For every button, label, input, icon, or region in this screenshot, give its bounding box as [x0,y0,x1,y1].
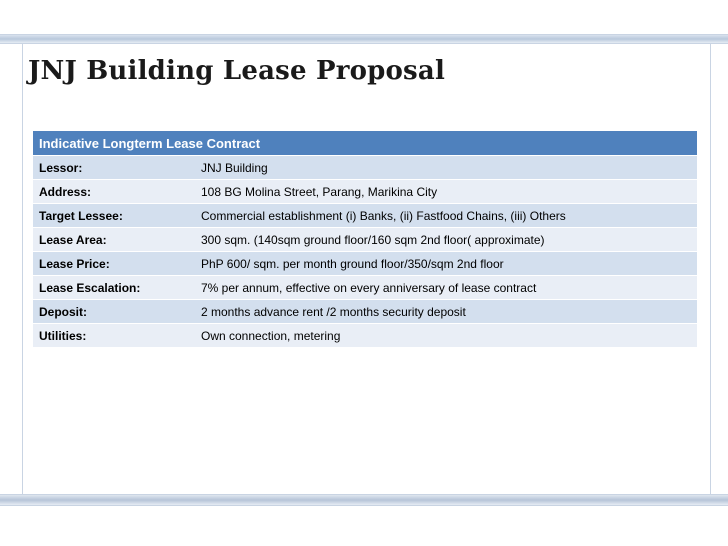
table-row [33,180,697,204]
bottom-decorative-bar [0,494,728,506]
row-value-utilities: Own connection, metering [195,324,697,348]
slide-title: JNJ Building Lease Proposal [28,56,446,86]
right-frame-line [710,44,711,494]
row-value-address: 108 BG Molina Street, Parang, Marikina City [195,180,697,204]
row-label-deposit: Deposit: [33,300,195,324]
lease-table [33,131,697,347]
table-header: Indicative Longterm Lease Contract [33,131,697,156]
left-frame-line [22,44,23,494]
row-value-lessor: JNJ Building [195,156,697,180]
top-decorative-bar [0,34,728,44]
table-row [33,300,697,324]
table-row [33,204,697,228]
row-label-lease-price: Lease Price: [33,252,195,276]
table-row [33,324,697,348]
row-label-lessor: Lessor: [33,156,195,180]
row-value-lease-escalation: 7% per annum, effective on every anniversary of lease contract [195,276,697,300]
row-value-lease-price: PhP 600/ sqm. per month ground floor/350/sqm 2nd floor [195,252,697,276]
table-row [33,252,697,276]
row-value-deposit: 2 months advance rent /2 months security deposit [195,300,697,324]
row-label-address: Address: [33,180,195,204]
row-label-utilities: Utilities: [33,324,195,348]
table-header-row [33,131,697,156]
row-value-lease-area: 300 sqm. (140sqm ground floor/160 sqm 2nd floor( approximate) [195,228,697,252]
row-label-target-lessee: Target Lessee: [33,204,195,228]
row-value-target-lessee: Commercial establishment (i) Banks, (ii) Fastfood Chains, (iii) Others [195,204,697,228]
row-label-lease-area: Lease Area: [33,228,195,252]
table-row [33,228,697,252]
table-row [33,156,697,180]
table-row [33,276,697,300]
row-label-lease-escalation: Lease Escalation: [33,276,195,300]
